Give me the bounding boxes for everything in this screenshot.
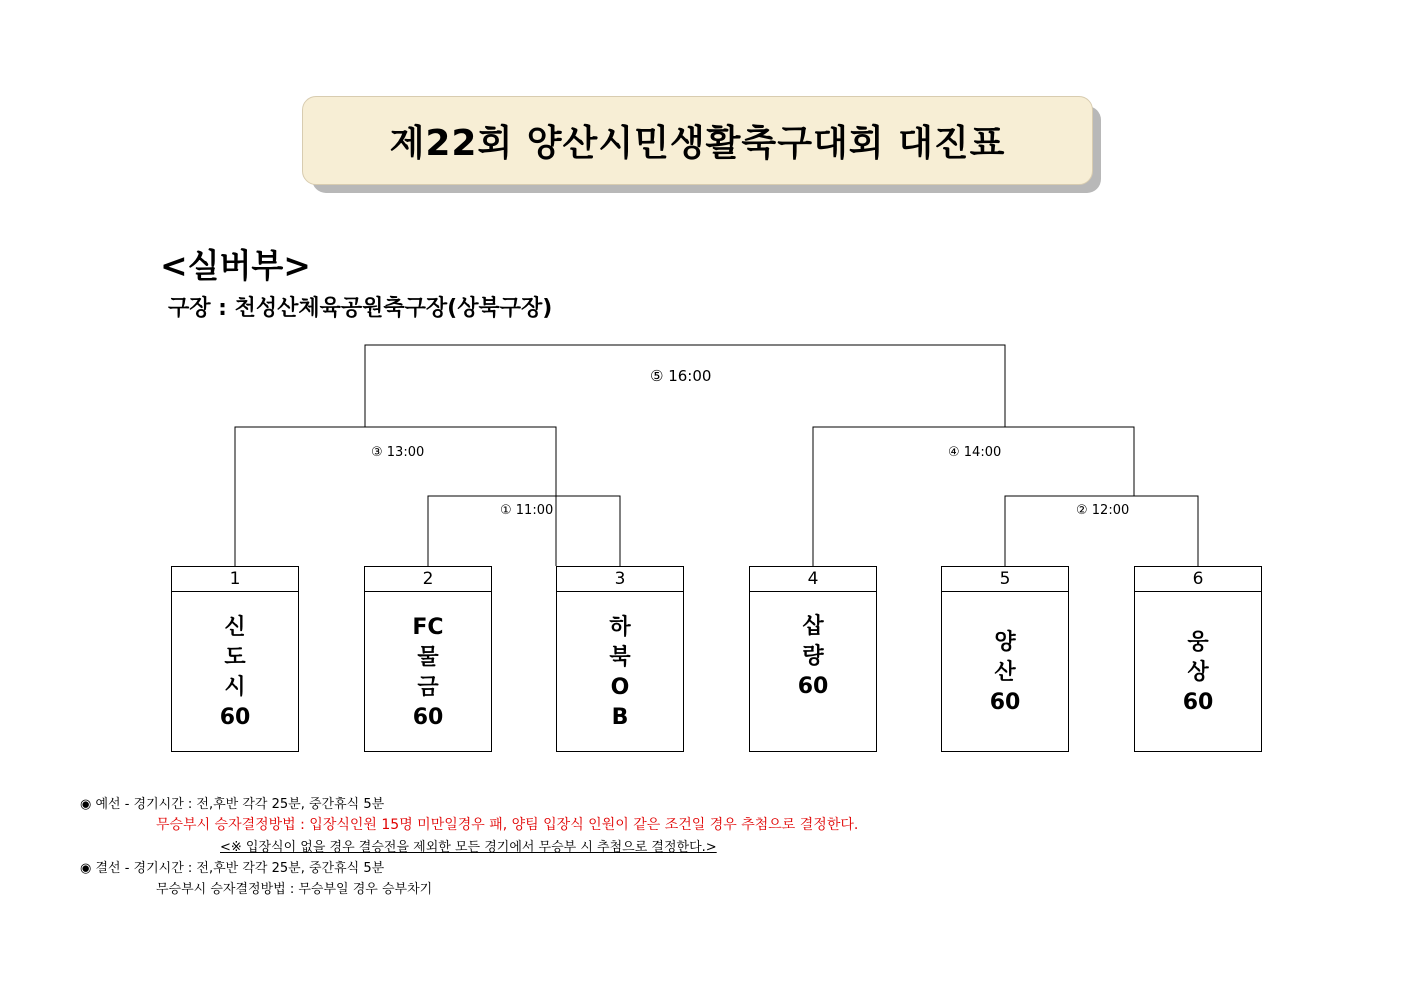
team-box-5 [941,566,1069,752]
bracket-final-line [365,345,1005,427]
match-label-2: ② 12:00 [1076,503,1130,518]
match-label-4: ④ 14:00 [948,445,1002,460]
team-box-3 [556,566,684,752]
team-box-6 [1134,566,1262,752]
team-number: 4 [750,567,876,592]
match-label-1: ① 11:00 [500,503,554,518]
match-label-5: ⑤ 16:00 [650,367,712,385]
final-tiebreak-rule: 무승부시 승자결정방법 : 무승부일 경우 승부차기 [156,882,433,897]
venue-label: 구장 : 천성산체육공원축구장(상북구장) [168,296,553,321]
team-number: 2 [365,567,491,592]
match-label-3: ③ 13:00 [371,445,425,460]
team-box-2 [364,566,492,752]
team-name: 신 도 시 60 [219,614,251,730]
team-name: 하 북 O B [609,614,631,730]
team-name: 삽 량 60 [797,614,829,699]
division-heading: <실버부> [160,246,311,285]
final-rule: ◉ 결선 - 경기시간 : 전,후반 각각 25분, 중간휴식 5분 [80,861,385,876]
prelim-tiebreak-rule: 무승부시 승자결정방법 : 입장식인원 15명 미만일경우 패, 양팀 입장식 인원이 같은 조건일 경우 추첨으로 결정한다. [156,817,859,833]
team-number: 3 [557,567,683,592]
team-name: 웅 상 60 [1182,629,1214,715]
page-title: 제22회 양산시민생활축구대회 대진표 [389,123,1006,164]
prelim-remark: <※ 입장식이 없을 경우 결승전을 제외한 모든 경기에서 무승부 시 추첨으로 결정한다.> [220,840,717,855]
team-box-1 [171,566,299,752]
team-name: 양 산 60 [989,629,1021,715]
team-name: FC 물 금 60 [412,614,444,730]
team-number: 5 [942,567,1068,592]
prelim-rule: ◉ 예선 - 경기시간 : 전,후반 각각 25분, 중간휴식 5분 [80,797,385,812]
team-number: 6 [1135,567,1261,592]
team-box-4 [749,566,877,752]
team-number: 1 [172,567,298,592]
